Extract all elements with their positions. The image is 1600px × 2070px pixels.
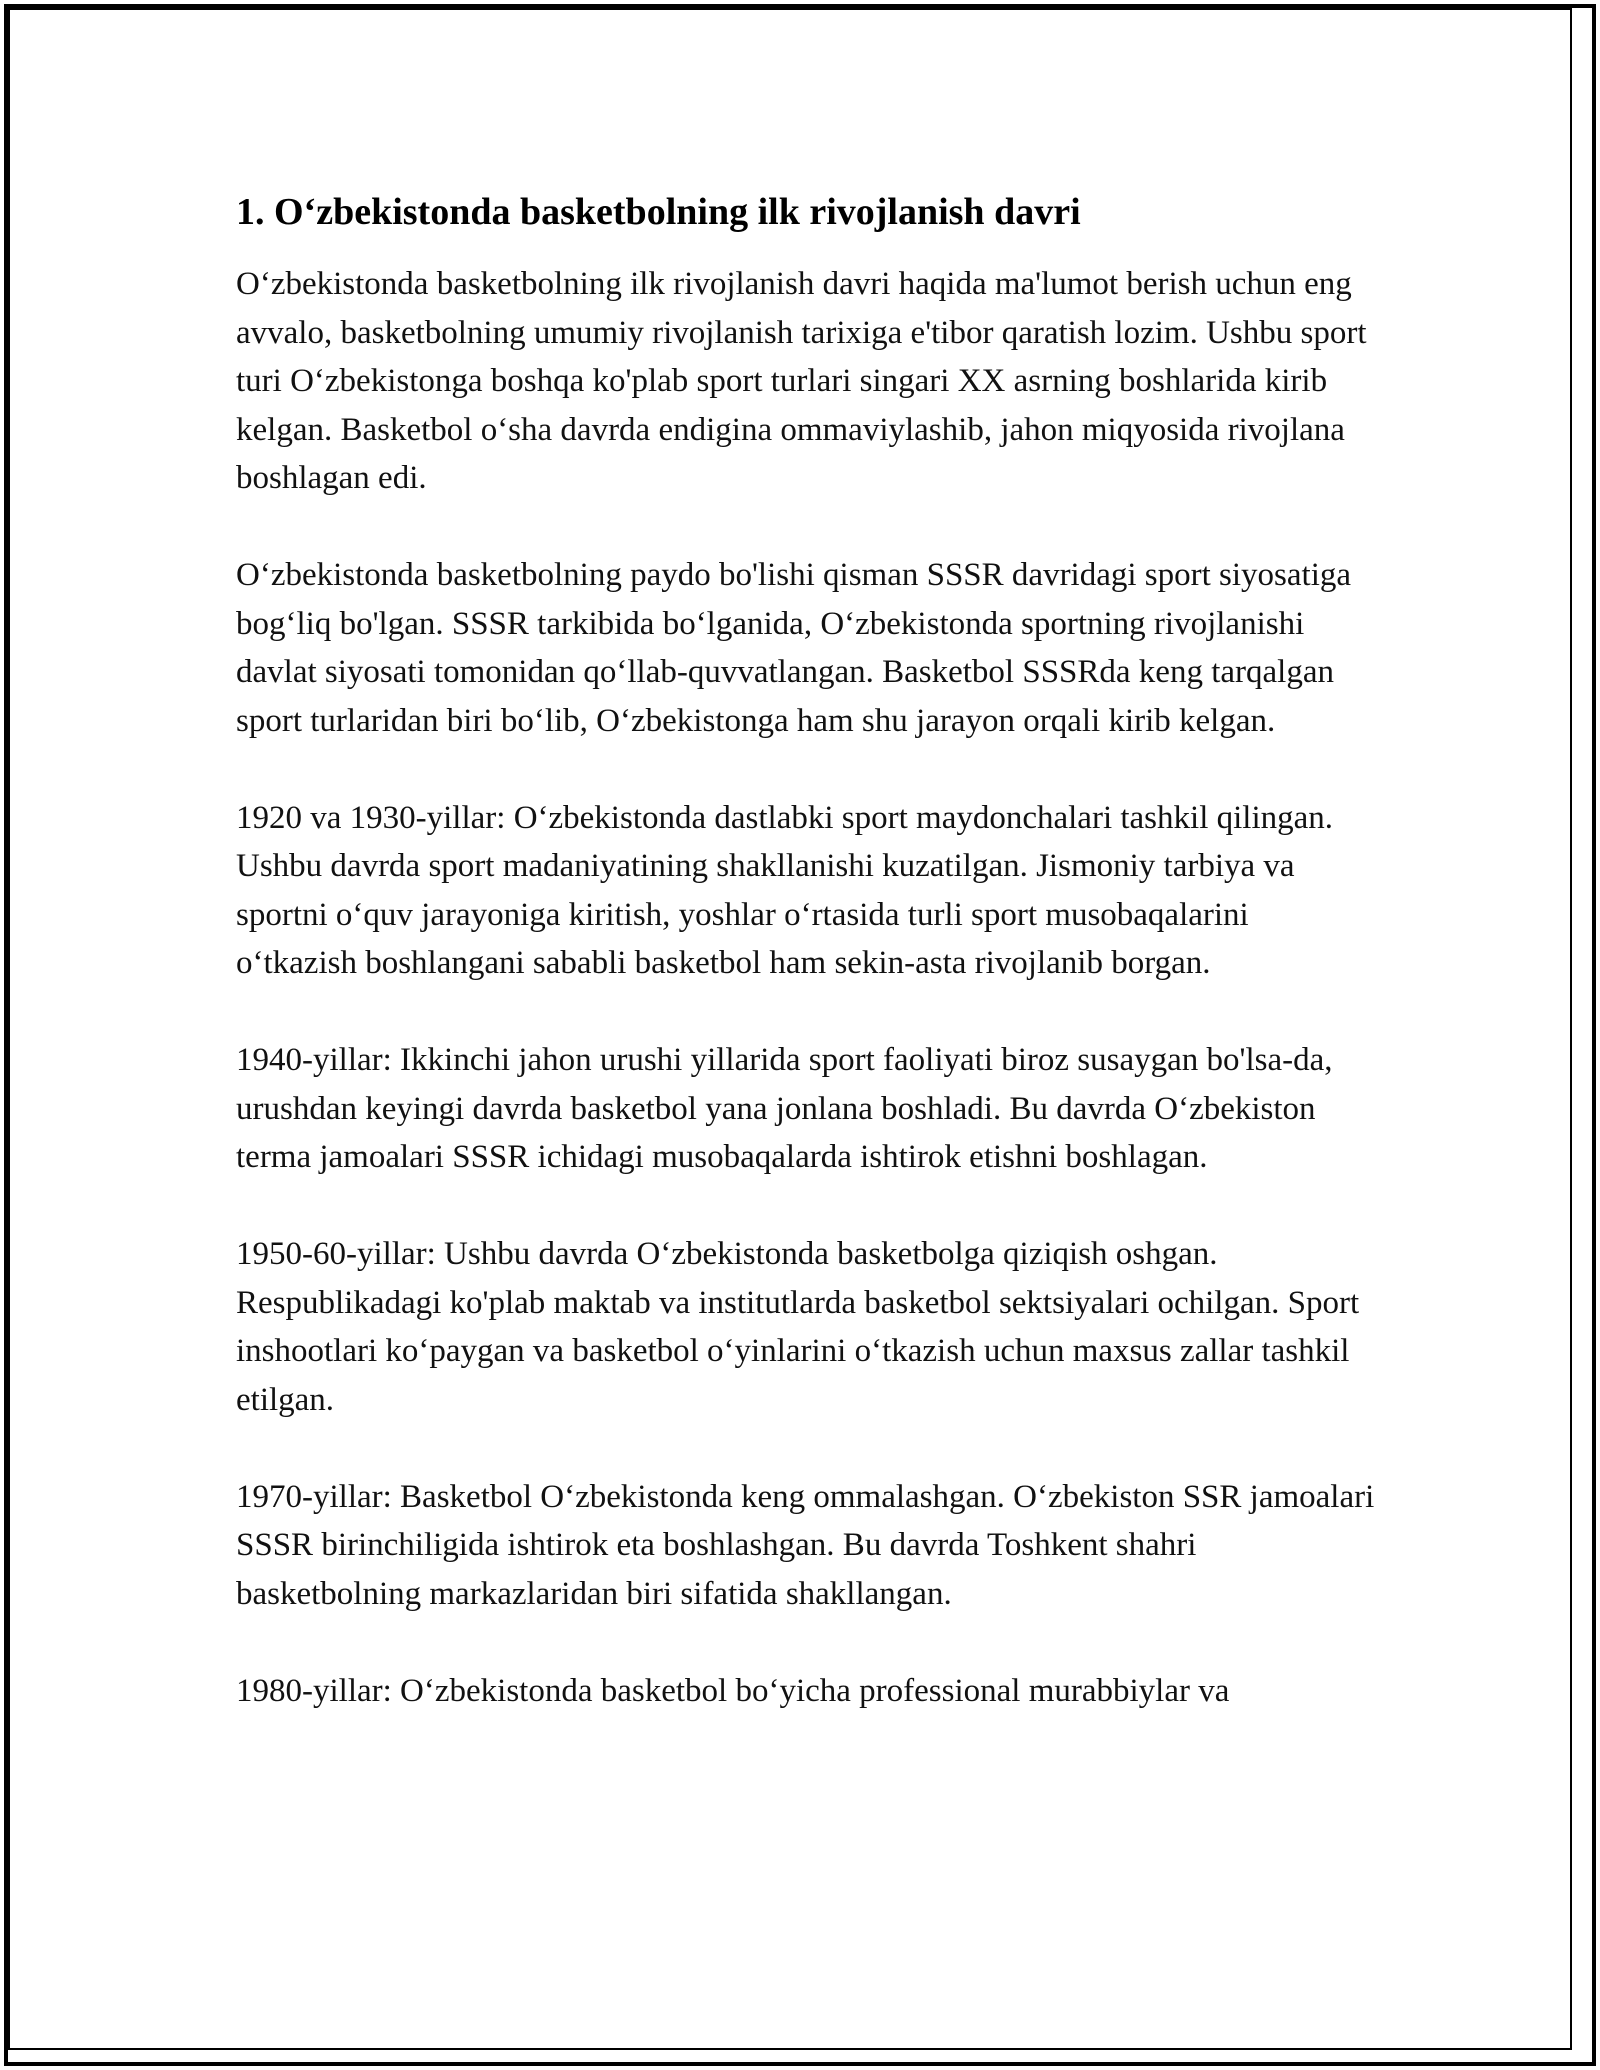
paragraph-1950-1960: 1950-60-yillar: Ushbu davrda O‘zbekistonda basketbolga qiziqish oshgan. Respublikadagi ko'plab maktab va institutlarda basketbol sektsiyalari ochilgan. Sport inshootlari ko‘paygan va basketbol o‘yinlarini o‘tkazish uchun maxsus zallar tashkil etilgan.	[236, 1236, 1360, 1418]
paragraph-ussr-origin: O‘zbekistonda basketbolning paydo bo'lishi qisman SSSR davridagi sport siyosatiga bog‘liq bo'lgan. SSSR tarkibida bo‘lganida, O‘zbekistonda sportning rivojlanishi davlat siyosati tomonidan qo‘llab-quvvatlangan. Basketbol SSSRda keng tarqalgan sport turlaridan biri bo‘lib, O‘zbekistonga ham shu jarayon orqali kirib kelgan.	[236, 557, 1352, 739]
paragraph-intro: O‘zbekistonda basketbolning ilk rivojlanish davri haqida ma'lumot berish uchun eng avvalo, basketbolning umumiy rivojlanish tarixiga e'tibor qaratish lozim. Ushbu sport turi O‘zbekistonga boshqa ko'plab sport turlari singari XX asrning boshlarida kirib kelgan. Basketbol o‘sha davrda endigina ommaviylashib, jahon miqyosida rivojlana boshlagan edi.	[236, 266, 1367, 496]
paragraph-1940: 1940-yillar: Ikkinchi jahon urushi yillarida sport faoliyati biroz susaygan bo'lsa-da, urushdan keyingi davrda basketbol yana jonlana boshladi. Bu davrda O‘zbekiston terma jamoalari SSSR ichidagi musobaqalarda ishtirok etishni boshlagan.	[236, 1042, 1333, 1175]
paragraph-1980: 1980-yillar: O‘zbekistonda basketbol bo‘yicha professional murabbiylar va	[236, 1672, 1230, 1709]
document-body	[236, 186, 1376, 1715]
paragraph-1920-1930: 1920 va 1930-yillar: O‘zbekistonda dastlabki sport maydonchalari tashkil qilingan. Ushbu davrda sport madaniyatining shakllanishi kuzatilgan. Jismoniy tarbiya va sportni o‘quv jarayoniga kiritish, yoshlar o‘rtasida turli sport musobaqalarini o‘tkazish boshlangani sababli basketbol ham sekin-asta rivojlanib borgan.	[236, 799, 1334, 981]
paragraph-1970: 1970-yillar: Basketbol O‘zbekistonda keng ommalashgan. O‘zbekiston SSR jamoalari SSSR birinchiligida ishtirok eta boshlashgan. Bu davrda Toshkent shahri basketbolning markazlaridan biri sifatida shakllangan.	[236, 1478, 1375, 1612]
section-heading: 1. O‘zbekistonda basketbolning ilk rivojlanish davri	[236, 191, 1081, 233]
